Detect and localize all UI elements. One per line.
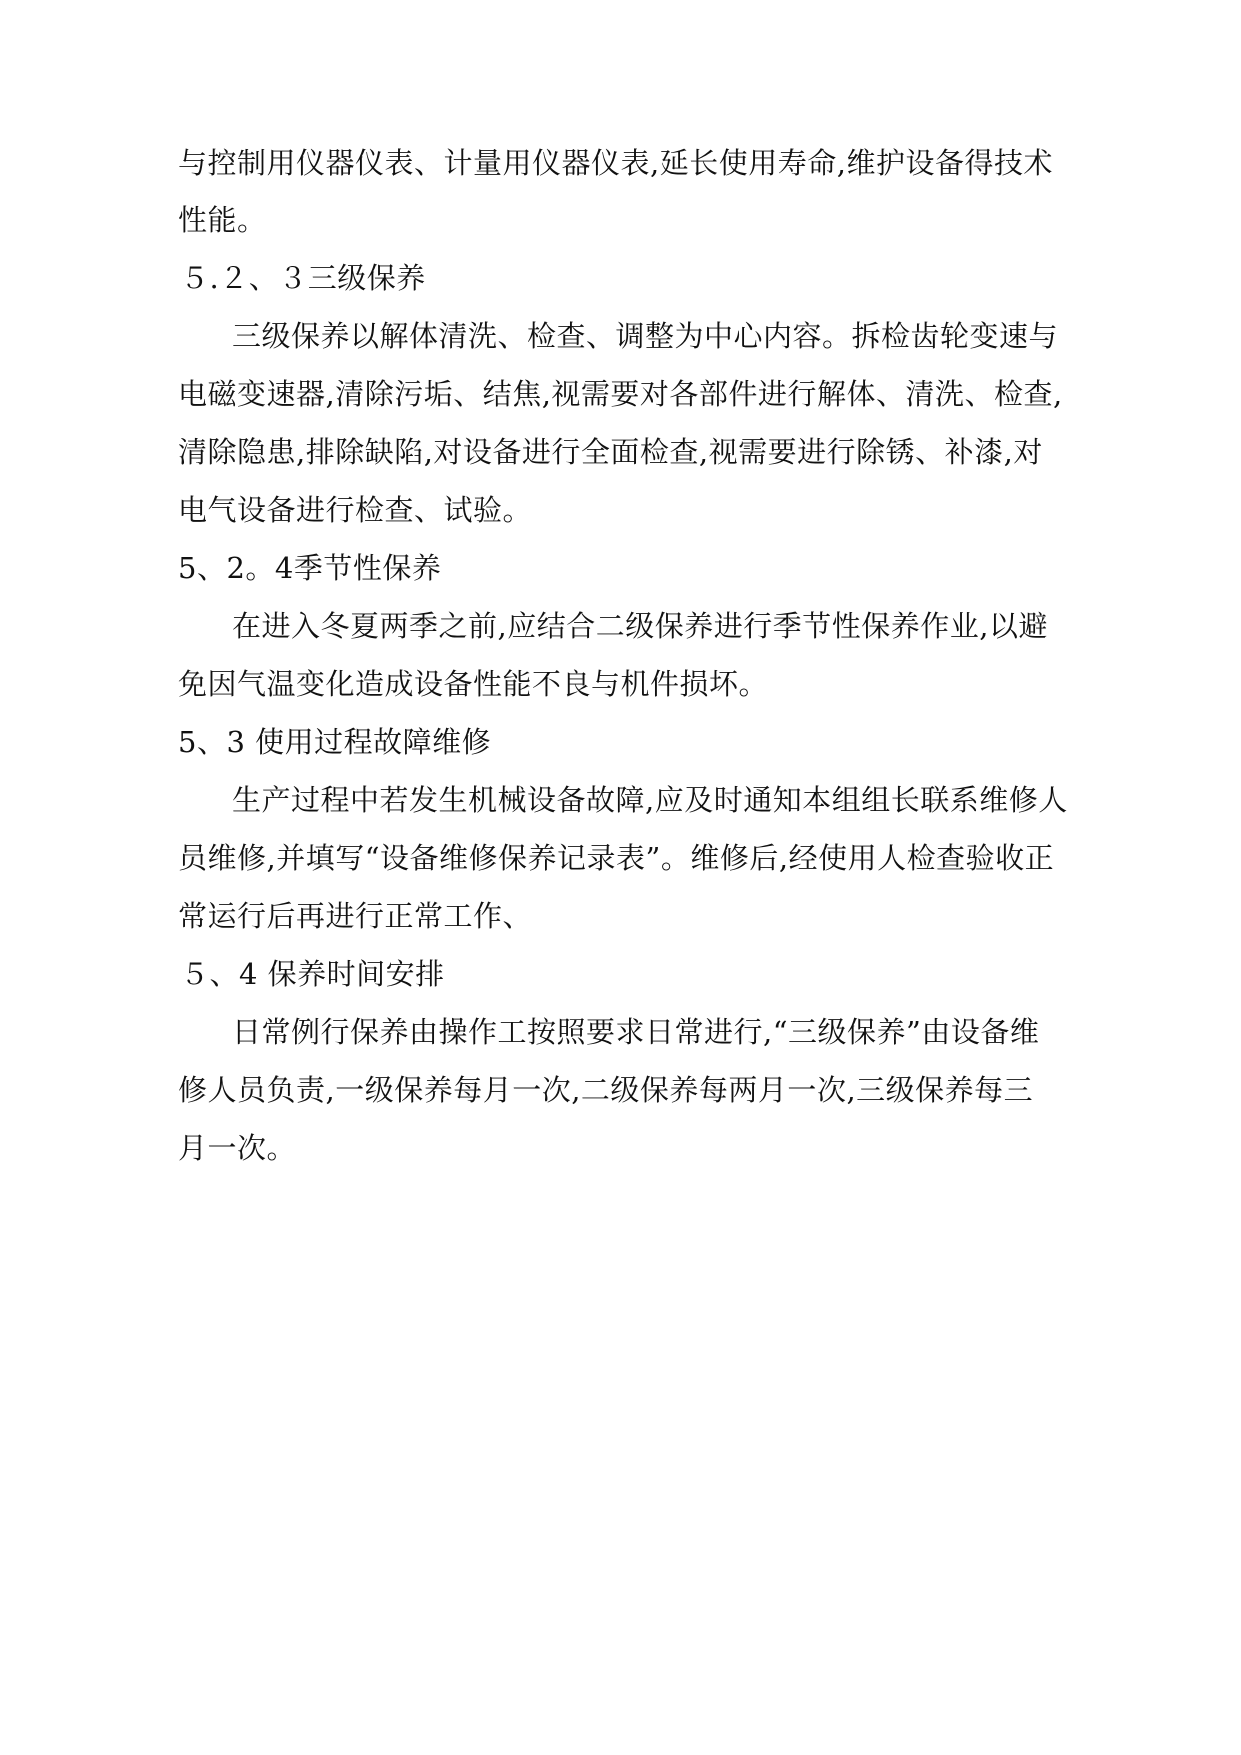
body-text-line: 免因气温变化造成设备性能不良与机件损坏。 [178, 667, 769, 701]
section-heading-5-2-4: 5、2。4季节性保养 [178, 551, 442, 585]
body-text-line: 日常例行保养由操作工按照要求日常进行,“三级保养”由设备维 [232, 1015, 1040, 1049]
body-text-line: 清除隐患,排除缺陷,对设备进行全面检查,视需要进行除锈、补漆,对 [178, 435, 1043, 469]
body-text-line: 修人员负责,一级保养每月一次,二级保养每两月一次,三级保养每三 [178, 1073, 1034, 1107]
body-text-line: 电磁变速器,清除污垢、结焦,视需要对各部件进行解体、清洗、检查, [178, 377, 1063, 411]
body-text-line: 电气设备进行检查、试验。 [178, 493, 533, 527]
section-heading-5-3: 5、3 使用过程故障维修 [178, 725, 492, 759]
body-text-line: 常运行后再进行正常工作、 [178, 899, 533, 933]
body-text-line: 生产过程中若发生机械设备故障,应及时通知本组组长联系维修人 [232, 783, 1068, 817]
body-text-line: 三级保养以解体清洗、检查、调整为中心内容。拆检齿轮变速与 [232, 319, 1059, 353]
body-text-line: 性能。 [178, 203, 267, 237]
section-heading-5-4: ５、4 保养时间安排 [180, 957, 445, 991]
body-text-line: 月一次。 [178, 1131, 297, 1165]
section-heading-5-2-3: ５.２、３三级保养 [180, 261, 426, 295]
body-text-line: 与控制用仪器仪表、计量用仪器仪表,延长使用寿命,维护设备得技术 [178, 146, 1053, 180]
body-text-line: 员维修,并填写“设备维修保养记录表”。维修后,经使用人检查验收正 [178, 841, 1055, 875]
body-text-line: 在进入冬夏两季之前,应结合二级保养进行季节性保养作业,以避 [232, 609, 1048, 643]
